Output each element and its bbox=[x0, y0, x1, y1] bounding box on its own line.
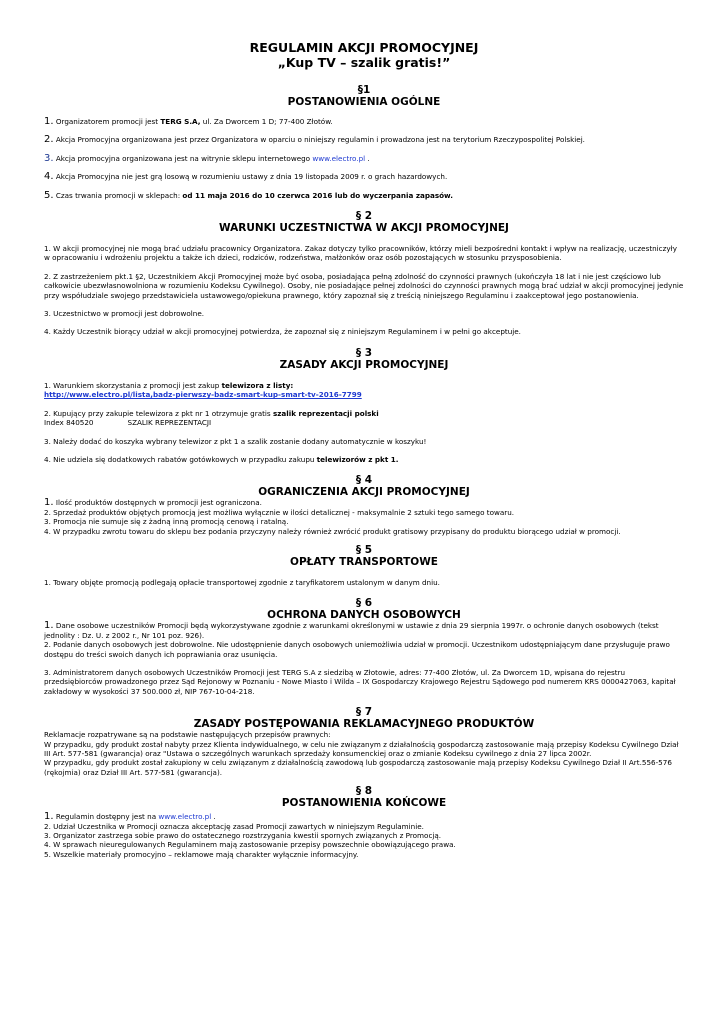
section-sign: § 5 bbox=[355, 543, 373, 556]
item-number: 5. bbox=[44, 189, 54, 201]
section-title: POSTANOWIENIA KOŃCOWE bbox=[281, 797, 447, 810]
section-3-paragraph: 3. Należy dodać do koszyka wybrany telewizor z pkt 1 a szalik zostanie dodany automatycznie w koszyku! bbox=[44, 436, 427, 446]
section-2-paragraph: 4. Każdy Uczestnik biorący udział w akcji promocyjnej potwierdza, że zapoznał się z niniejszym Regulaminem i w pełni go akceptuje. bbox=[44, 327, 521, 337]
section-title: OCHRONA DANYCH OSOBOWYCH bbox=[267, 609, 461, 622]
item-number: 2. bbox=[44, 134, 54, 146]
section-3-paragraph: 2. Kupujący przy zakupie telewizora z pkt nr 1 otrzymuje gratis szalik reprezentacji polski Index 840520 SZALIK REPREZENTACJI bbox=[44, 408, 379, 428]
item-number: 3. bbox=[44, 152, 54, 164]
section-4-item: 3. Promocja nie sumuje się z żadną inną promocją cenową i ratalną. bbox=[44, 517, 289, 527]
section-7-heading bbox=[44, 706, 684, 730]
section-1-item: 5. Czas trwania promocji w sklepach: od 11 maja 2016 do 10 czerwca 2016 lub do wyczerpania zapasów. bbox=[44, 189, 453, 201]
section-3-heading bbox=[44, 347, 684, 371]
tv-list-link[interactable]: http://www.electro.pl/lista,badz-pierwszy-badz-smart-kup-smart-tv-2016-7799 bbox=[44, 390, 362, 400]
section-8-item: 3. Organizator zastrzega sobie prawo do ostatecznego rozstrzygania kwestii spornych związanych z Promocją. bbox=[44, 831, 442, 841]
document-title bbox=[44, 40, 684, 70]
section-2-heading bbox=[44, 210, 684, 234]
section-8-heading bbox=[44, 785, 684, 809]
section-6-paragraph: 3. Administratorem danych osobowych Uczestników Promocji jest TERG S.A z siedzibą w Złotowie, adres: 77-400 Złotów, ul. Za Dworcem 1D, wpisana do rejestru przedsiębiorców prowadzonego przez Sąd Rejonowy w Poznaniu - Nowe Miasto i Wilda – IX Gospodarczy Krajowego Rejestru Sądowego pod numerem KRS 0000427063, kapitał zakładowy w wysokości 37 500.000 zł, NIP 767-10-04-218. bbox=[44, 667, 676, 696]
section-title: WARUNKI UCZESTNICTWA W AKCJI PROMOCYJNEJ bbox=[219, 222, 509, 235]
electro-link[interactable]: www.electro.pl bbox=[158, 812, 212, 822]
section-1-item: 3. Akcja promocyjna organizowana jest na witrynie sklepu internetowego www.electro.pl . bbox=[44, 152, 370, 164]
item-number: 1. bbox=[44, 116, 54, 127]
section-title: OGRANICZENIA AKCJI PROMOCYJNEJ bbox=[258, 486, 470, 499]
section-title: OPŁATY TRANSPORTOWE bbox=[290, 555, 438, 568]
section-8-item: 4. W sprawach nieuregulowanych Regulaminem mają zastosowanie przepisy powszechnie obowiązującego prawa. bbox=[44, 840, 456, 850]
section-8-item: 2. Udział Uczestnika w Promocji oznacza akceptację zasad Promocji zawartych w niniejszym Regulaminie. bbox=[44, 821, 424, 831]
section-sign: § 2 bbox=[355, 210, 373, 223]
section-8-item: 1. Regulamin dostępny jest na www.electro.pl . bbox=[44, 811, 216, 823]
section-4-heading bbox=[44, 474, 684, 498]
section-2-paragraph: 2. Z zastrzeżeniem pkt.1 §2, Uczestnikiem Akcji Promocyjnej może być osoba, posiadająca pełną zdolność do czynności prawnych (ukończyła 18 lat i nie jest częściowo lub całkowicie ubezwłasnowolniona w rozumieniu Kodeksu Cywilnego). Osoby, nie posiadające pełnej zdolności do czynności prawnych mogą brać udział w akcji promocyjnej jedynie przy współudziale swojego przedstawiciela ustawowego/opiekuna prawnego, który zapoznał się z treścią niniejszego Regulaminu i zaakceptował jego postanowienia. bbox=[44, 271, 684, 300]
section-6-paragraph: 2. Podanie danych osobowych jest dobrowolne. Nie udostępnienie danych osobowych uniemożliwia udział w promocji. Uczestnikom udostępniającym dane przysługuje prawo dostępu do treści swoich danych ich poprawiania oraz usunięcia. bbox=[44, 640, 670, 659]
item-number: 4. bbox=[44, 171, 54, 183]
section-1-item: 1. Organizatorem promocji jest TERG S.A, ul. Za Dworcem 1 D; 77-400 Złotów. bbox=[44, 116, 333, 127]
section-1-item: 2. Akcja Promocyjna organizowana jest przez Organizatora w oparciu o niniejszy regulamin i prowadzona jest na terytorium Rzeczypospolitej Polskiej. bbox=[44, 134, 585, 146]
section-2-paragraph: 3. Uczestnictwo w promocji jest dobrowolne. bbox=[44, 309, 205, 319]
product-name: SZALIK REPREZENTACJI bbox=[127, 418, 212, 428]
section-5-paragraph: 1. Towary objęte promocją podlegają opłacie transportowej zgodnie z taryfikatorem ustalonym w danym dniu. bbox=[44, 577, 440, 587]
section-title: ZASADY AKCJI PROMOCYJNEJ bbox=[279, 358, 449, 371]
section-8-item: 5. Wszelkie materiały promocyjno – reklamowe mają charakter wyłącznie informacyjny. bbox=[44, 849, 359, 859]
electro-link[interactable]: www.electro.pl bbox=[312, 153, 366, 163]
section-1-heading bbox=[44, 84, 684, 108]
section-sign: § 3 bbox=[355, 346, 373, 359]
section-sign: § 4 bbox=[355, 474, 373, 487]
section-1-item: 4. Akcja Promocyjna nie jest grą losową w rozumieniu ustawy z dnia 19 listopada 2009 r. o grach hazardowych. bbox=[44, 171, 448, 183]
section-sign: § 8 bbox=[355, 785, 373, 798]
section-title: ZASADY POSTĘPOWANIA REKLAMACYJNEGO PRODUKTÓW bbox=[193, 718, 535, 731]
section-sign: § 7 bbox=[355, 706, 373, 719]
title-line-1: REGULAMIN AKCJI PROMOCYJNEJ bbox=[249, 40, 479, 55]
section-6-paragraph: 1. Dane osobowe uczestników Promocji będą wykorzystywane zgodnie z warunkami określonymi w ustawie z dnia 29 sierpnia 1997r. o ochronie danych osobowych (tekst jednolity : Dz. U. z 2002 r., Nr 101 poz. 926). bbox=[44, 620, 659, 640]
section-title: POSTANOWIENIA OGÓLNE bbox=[287, 96, 441, 108]
section-2-paragraph: 1. W akcji promocyjnej nie mogą brać udziału pracownicy Organizatora. Zakaz dotyczy tylko pracowników, którzy mieli bezpośredni kontakt i wpływ na realizację, uczestniczyły w opracowaniu i wdrożeniu projektu a także ich dzieci, rodziców, rodzeństwa, małżonków oraz osób pozostających w stosunku przysposobienia. bbox=[44, 244, 677, 263]
section-sign: § 6 bbox=[355, 597, 373, 610]
section-3-paragraph: 1. Warunkiem skorzystania z promocji jest zakup telewizora z listy: http://www.electro.pl/lista,badz-pierwszy-badz-smart-kup-smart-tv-2016-7799 bbox=[44, 380, 362, 400]
section-7-paragraph: W przypadku, gdy produkt został zakupiony w celu związanym z działalnością zawodową lub gospodarczą zastosowanie mają przepisy Kodeksu Cywilnego Dział II Art.556-576 (rękojmia) oraz Dział III Art. 577-581 (gwarancja). bbox=[44, 758, 672, 777]
section-7-paragraph: W przypadku, gdy produkt został nabyty przez Klienta indywidualnego, w celu nie związanym z działalnością gospodarczą zastosowanie mają przepisy Kodeksu Cywilnego Dział III Art. 577-581 (gwarancja) oraz "Ustawa o szczególnych warunkach sprzedaży konsumenckiej oraz o zmianie Kodeksu cywilnego z dnia 27 lipca 2002r. bbox=[44, 739, 679, 758]
section-4-item: 1. Ilość produktów dostępnych w promocji jest ograniczona. bbox=[44, 497, 262, 509]
section-4-item: 2. Sprzedaż produktów objętych promocją jest możliwa wyłącznie w ilości detalicznej - maksymalnie 2 sztuki tego samego towaru. bbox=[44, 507, 515, 517]
section-7-paragraph: Reklamacje rozpatrywane są na podstawie następujących przepisów prawnych: bbox=[44, 730, 331, 740]
title-line-2: „Kup TV – szalik gratis!” bbox=[277, 55, 451, 70]
section-4-item: 4. W przypadku zwrotu towaru do sklepu bez podania przyczyny należy również zwrócić produkt gratisowy przypisany do produktu biorącego udział w promocji. bbox=[44, 526, 621, 536]
product-index: Index 840520 bbox=[44, 418, 94, 428]
section-6-heading bbox=[44, 597, 684, 621]
regulations-document bbox=[44, 40, 684, 859]
section-5-heading bbox=[44, 544, 684, 568]
section-sign: §1 bbox=[357, 84, 371, 96]
section-3-paragraph: 4. Nie udziela się dodatkowych rabatów gotówkowych w przypadku zakupu telewizorów z pkt 1. bbox=[44, 454, 399, 464]
